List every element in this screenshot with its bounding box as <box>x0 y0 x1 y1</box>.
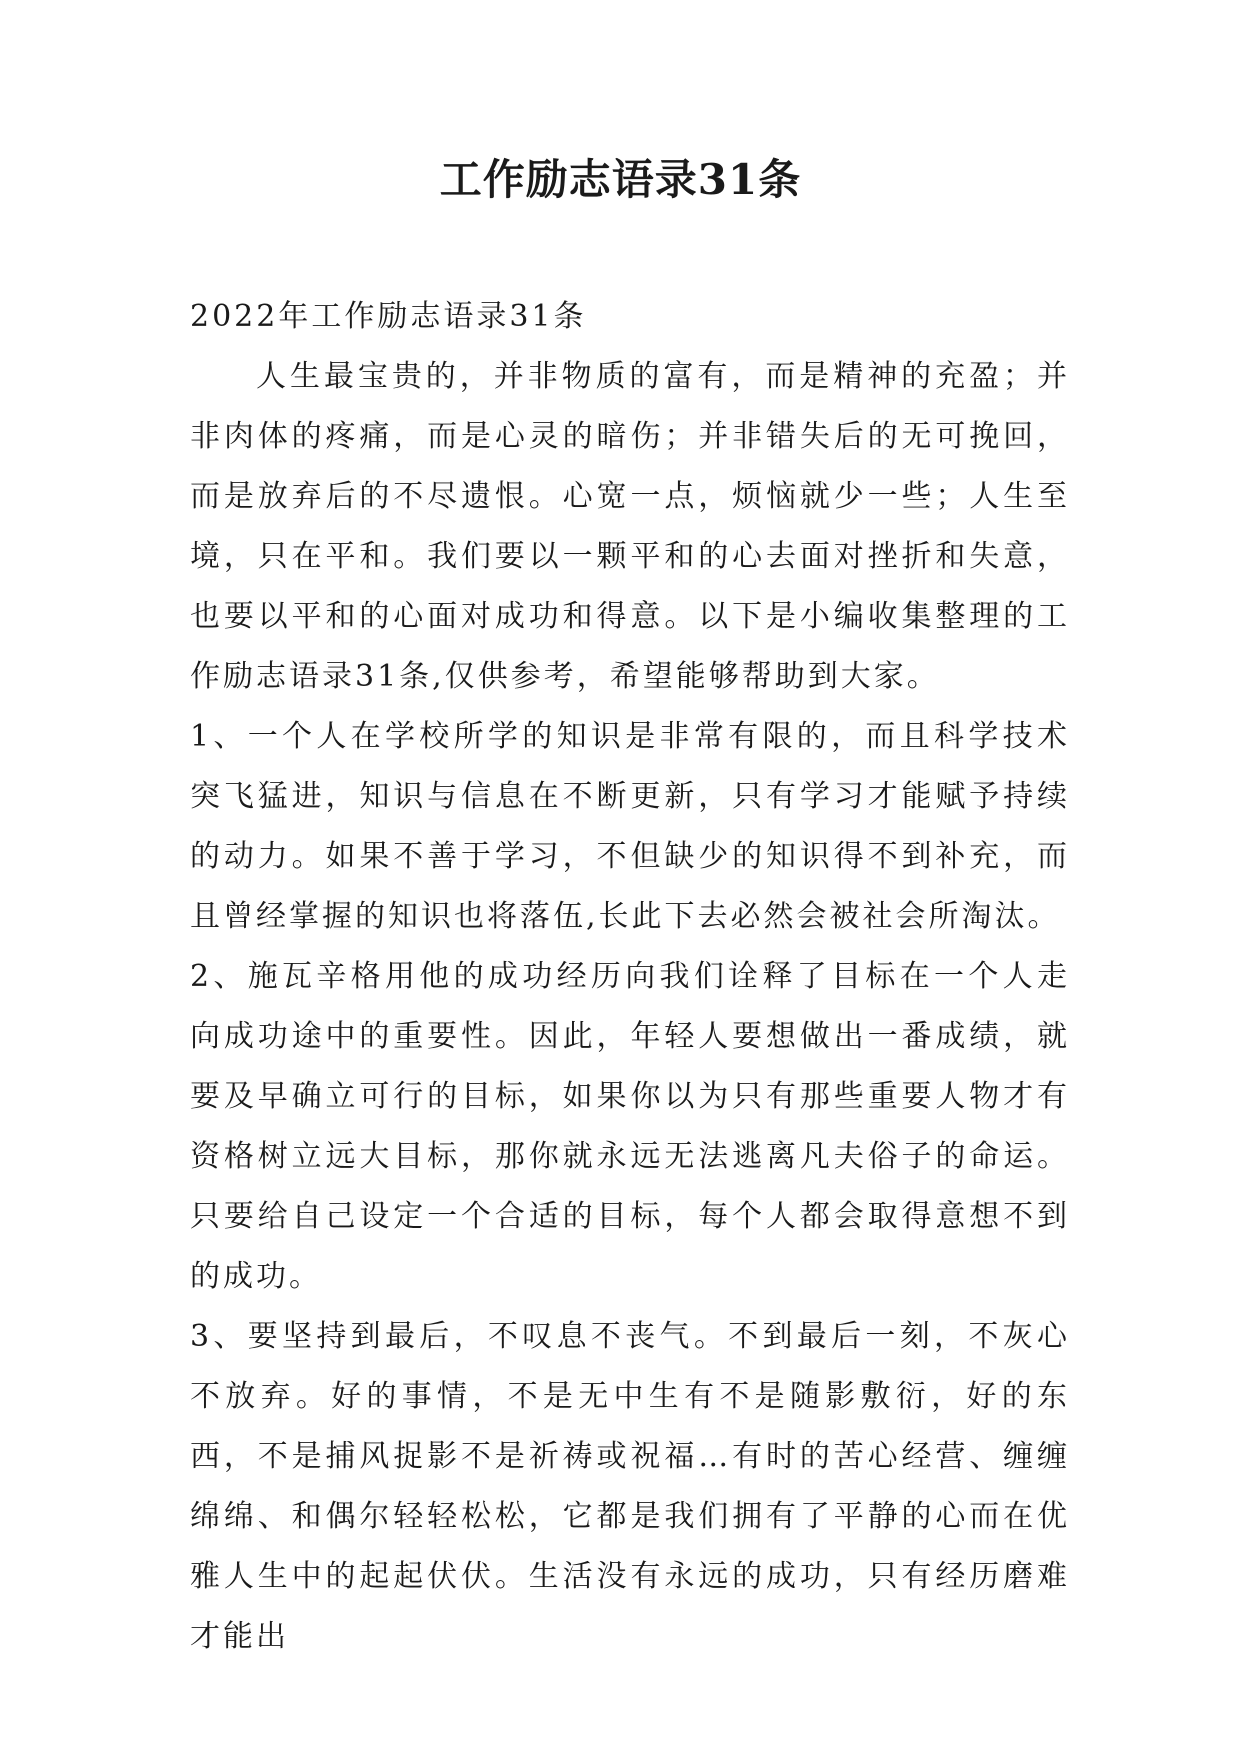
quote-item-2: 2、施瓦辛格用他的成功经历向我们诠释了目标在一个人走向成功途中的重要性。因此，年轻人要想做出一番成绩，就要及早确立可行的目标，如果你以为只有那些重要人物才有资格树立远大目标，那你就永远无法逃离凡夫俗子的命运。只要给自己设定一个合适的目标，每个人都会取得意想不到的成功。 <box>190 959 1070 1294</box>
document-title: 工作励志语录31条 <box>439 155 802 204</box>
quote-item-3: 3、要坚持到最后，不叹息不丧气。不到最后一刻，不灰心不放弃。好的事情，不是无中生有不是随影敷衍，好的东西，不是捕风捉影不是祈祷或祝福…有时的苦心经营、缠缠绵绵、和偶尔轻轻松松，它都是我们拥有了平静的心而在优雅人生中的起起伏伏。生活没有永远的成功，只有经历磨难才能出 <box>190 1319 1070 1654</box>
document-subtitle: 2022年工作励志语录31条 <box>190 299 587 334</box>
intro-paragraph: 人生最宝贵的，并非物质的富有，而是精神的充盈；并非肉体的疼痛，而是心灵的暗伤；并非错失后的无可挽回，而是放弃后的不尽遗恨。心宽一点，烦恼就少一些；人生至境，只在平和。我们要以一颗平和的心去面对挫折和失意，也要以平和的心面对成功和得意。以下是小编收集整理的工作励志语录31条,仅供参考，希望能够帮助到大家。 <box>190 359 1070 694</box>
document-body <box>190 287 1070 1667</box>
quote-item-1: 1、一个人在学校所学的知识是非常有限的，而且科学技术突飞猛进，知识与信息在不断更新，只有学习才能赋予持续的动力。如果不善于学习，不但缺少的知识得不到补充，而且曾经掌握的知识也将落伍,长此下去必然会被社会所淘汰。 <box>190 719 1070 934</box>
